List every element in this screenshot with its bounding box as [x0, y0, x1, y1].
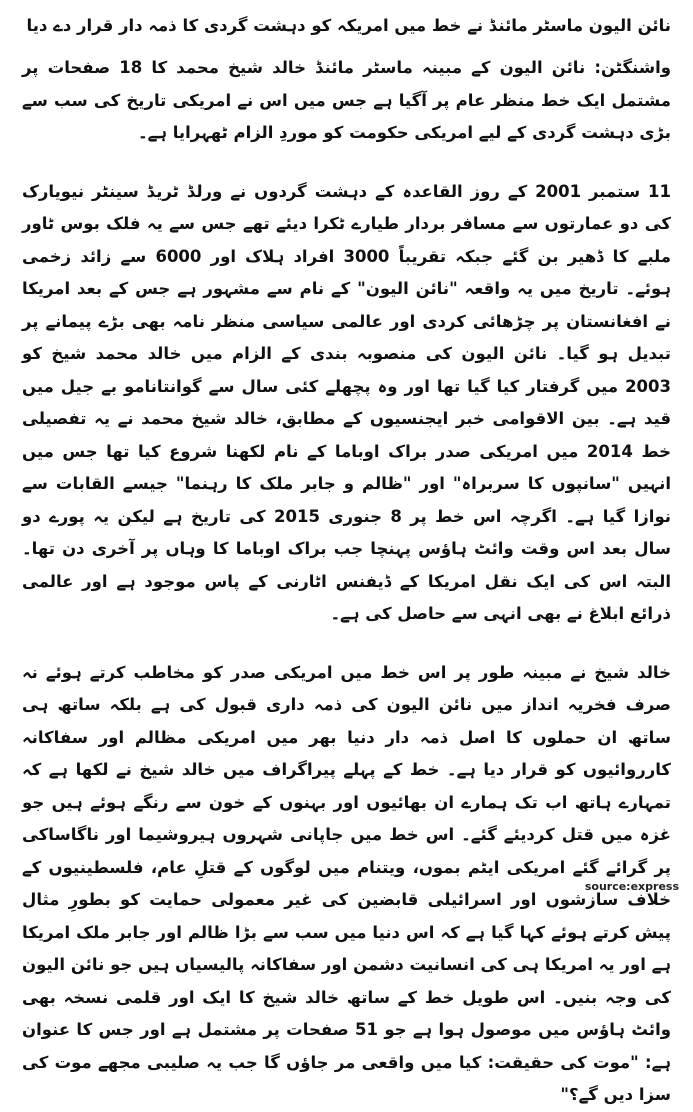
source-credit: source:express [584, 880, 679, 893]
article-paragraph-1: واشنگٹن: نائن الیون کے مبینہ ماسٹر مائنڈ خالد شیخ محمد کا 18 صفحات پر مشتمل ایک خط منظر عام پر آگیا ہے جس میں اس نے امریکی تاریخ کی سب سے بڑی دہشت گردی کے لیے امریکی حکومت کو موردِ الزام ٹھہرایا ہے۔ [22, 58, 671, 142]
article-paragraph-2: 11 ستمبر 2001 کے روز القاعدہ کے دہشت گردوں نے ورلڈ ٹریڈ سینٹر نیویارک کی دو عمارتوں سے مسافر بردار طیارے ٹکرا دیئے تھے جس سے یہ فلک بوس ٹاور ملبے کا ڈھیر بن گئے جبکہ تقریباً 3000 افراد ہلاک اور 6000 سے زائد زخمی ہوئے۔ تاریخ میں یہ واقعہ "نائن الیون" کے نام سے مشہور ہے جس کے بعد امریکا نے افغانستان پر چڑھائی کردی اور عالمی سیاسی منظر نامہ بھی بڑے پیمانے پر تبدیل ہو گیا۔ نائن الیون کی منصوبہ بندی کے الزام میں خالد محمد شیخ کو 2003 میں گرفتار کیا گیا تھا اور وہ پچھلے کئی سال سے گوانتانامو بے جیل میں قید ہے۔ بین الاقوامی خبر ایجنسیوں کے مطابق، خالد شیخ محمد نے یہ تفصیلی خط 2014 میں امریکی صدر براک اوباما کے نام لکھنا شروع کیا تھا جس میں انہیں "سانپوں کا سربراہ" اور "ظالم و جابر ملک کا رہنما" جیسے القابات سے نوازا گیا ہے۔ اگرچہ اس خط پر 8 جنوری 2015 کی تاریخ ہے لیکن یہ پورے دو سال بعد اس وقت وائٹ ہاؤس پہنچا جب براک اوباما کا وہاں پر آخری دن تھا۔ البتہ اس کی ایک نقل امریکا کے ڈیفنس اٹارنی کے پاس موجود ہے اور عالمی ذرائع ابلاغ نے بھی انہی سے حاصل کی ہے۔ [22, 181, 672, 623]
article-paragraph-3: خالد شیخ نے مبینہ طور پر اس خط میں امریکی صدر کو مخاطب کرتے ہوئے نہ صرف فخریہ انداز میں نائن الیون کی ذمہ داری قبول کی ہے بلکہ ساتھ ہی ساتھ ان حملوں کا اصل ذمہ دار دنیا بھر میں امریکی مظالم اور سفاکانہ کارروائیوں کو قرار دیا ہے۔ خط کے پہلے پیراگراف میں خالد شیخ نے لکھا ہے کہ تمہارے ہاتھ اب تک ہمارے ان بھائیوں اور بہنوں کے خون سے رنگے ہوئے ہیں جو غزہ میں قتل کردیئے گئے۔ اس خط میں جاپانی شہروں ہیروشیما اور ناگاساکی پر گرائے گئے امریکی ایٹم بموں، ویتنام میں لوگوں کے قتلِ عام، فلسطینیوں کے خلاف سازشوں اور اسرائیلی قابضین کی غیر معمولی حمایت کو بطورِ مثال پیش کرتے ہوئے کہا گیا ہے کہ اس دنیا میں سب سے بڑا ظالم اور جابر ملک امریکا ہے اور یہ امریکا ہی کی انسانیت دشمن اور سفاکانہ پالیسیاں ہیں جو نائن الیون کی وجہ بنیں۔ اس طویل خط کے ساتھ خالد شیخ کا ایک اور قلمی نسخہ بھی وائٹ ہاؤس میں موصول ہوا ہے جو 51 صفحات پر مشتمل ہے اور جس کا عنوان ہے: "موت کی حقیقت: کیا میں واقعی مر جاؤں گا جب یہ صلیبی مجھے موت کی سزا دیں گے؟" [22, 662, 671, 1104]
article-headline: نائن الیون ماسٹر مائنڈ نے خط میں امریکہ کو دہشت گردی کا ذمہ دار قرار دے دیا [26, 16, 671, 35]
